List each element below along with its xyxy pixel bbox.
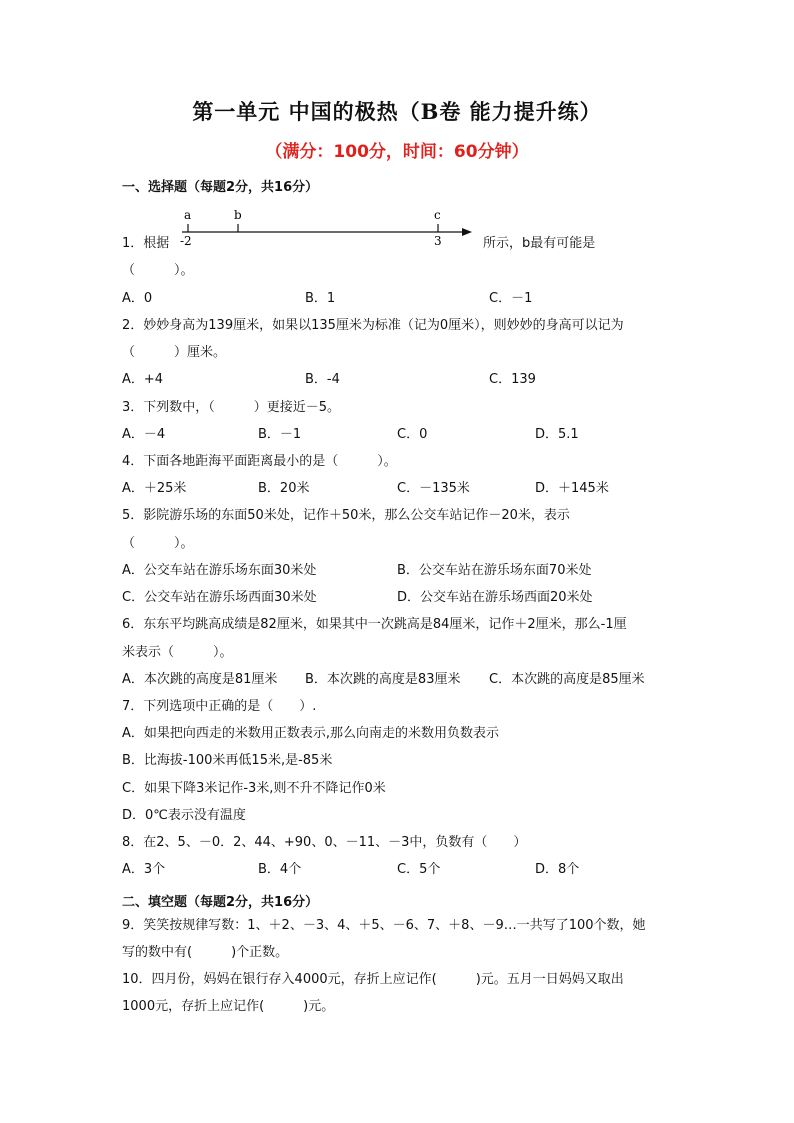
q9-text-line1: 9．笑笑按规律写数：1、＋2、－3、4、＋5、－6、7、＋8、－9…一共写了100个数，她: [122, 918, 646, 933]
q4-option-a[interactable]: A．＋25米: [122, 481, 187, 496]
label-a: a: [184, 208, 192, 222]
q7-option-a[interactable]: A．如果把向西走的米数用正数表示,那么向南走的米数用负数表示: [122, 726, 500, 741]
q1-continuation: （ ）。: [122, 263, 194, 278]
q10-text-line2: 1000元，存折上应记作( )元。: [122, 999, 335, 1014]
number-line-arrow: [462, 228, 472, 236]
q5-option-c[interactable]: C．公交车站在游乐场西面30米处: [122, 590, 317, 605]
q1-option-b[interactable]: B．1: [305, 291, 336, 306]
q6-option-a[interactable]: A．本次跳的高度是81厘米: [122, 672, 278, 687]
q3-text: 3．下列数中，（ ）更接近－5。: [122, 400, 341, 415]
q8-text: 8．在2、5、－0．2、44、+90、0、－11、－3中，负数有（ ）: [122, 835, 527, 850]
q5-option-a[interactable]: A．公交车站在游乐场东面30米处: [122, 563, 317, 578]
q1-option-a[interactable]: A．0: [122, 291, 153, 306]
q2-option-a[interactable]: A．+4: [122, 372, 164, 387]
q5-option-d[interactable]: D．公交车站在游乐场西面20米处: [397, 590, 593, 605]
q9-text-line2: 写的数中有( )个正数。: [122, 945, 289, 960]
q2-text-line2: （ ）厘米。: [122, 345, 227, 360]
q6-text-line1: 6．东东平均跳高成绩是82厘米，如果其中一次跳高是84厘米，记作＋2厘米，那么-1厘: [122, 617, 627, 632]
page-subtitle: （满分：100分，时间：60分钟）: [265, 142, 529, 162]
number-line-figure: [176, 206, 476, 252]
q4-option-b[interactable]: B．20米: [258, 481, 310, 496]
label-c: c: [434, 208, 441, 222]
q3-option-c[interactable]: C．0: [397, 427, 428, 442]
q5-text-line2: （ ）。: [122, 536, 194, 551]
q10-text-line1: 10．四月份，妈妈在银行存入4000元，存折上应记作( )元。五月一日妈妈又取出: [122, 972, 624, 987]
page-title: 第一单元 中国的极热（B卷 能力提升练）: [192, 99, 602, 124]
tick-label-right: 3: [434, 234, 442, 248]
q7-option-c[interactable]: C．如果下降3米记作-3米,则不升不降记作0米: [122, 781, 386, 796]
q4-text: 4．下面各地距海平面距离最小的是（ ）。: [122, 454, 397, 469]
q7-text: 7．下列选项中正确的是（ ）.: [122, 699, 317, 714]
q8-option-b[interactable]: B．4个: [258, 862, 302, 877]
q6-option-b[interactable]: B．本次跳的高度是83厘米: [305, 672, 461, 687]
q5-option-b[interactable]: B．公交车站在游乐场东面70米处: [397, 563, 592, 578]
q5-text-line1: 5．影院游乐场的东面50米处，记作＋50米，那么公交车站记作－20米，表示: [122, 508, 570, 523]
q7-option-b[interactable]: B．比海拔-100米再低15米,是-85米: [122, 753, 333, 768]
q8-option-a[interactable]: A．3个: [122, 862, 166, 877]
q1-option-c[interactable]: C．－1: [489, 291, 533, 306]
q6-option-c[interactable]: C．本次跳的高度是85厘米: [489, 672, 645, 687]
q2-option-c[interactable]: C．139: [489, 372, 536, 387]
q3-option-a[interactable]: A．－4: [122, 427, 166, 442]
q3-option-d[interactable]: D．5.1: [535, 427, 579, 442]
q1-suffix: 所示，b最有可能是: [483, 236, 596, 251]
q8-option-d[interactable]: D．8个: [535, 862, 580, 877]
q3-option-b[interactable]: B．－1: [258, 427, 302, 442]
tick-label-left: -2: [180, 234, 192, 248]
section-heading-choice: 一、选择题（每题2分，共16分）: [122, 180, 319, 195]
q7-option-d[interactable]: D．0℃表示没有温度: [122, 808, 246, 823]
q2-text-line1: 2．妙妙身高为139厘米，如果以135厘米为标准（记为0厘米），则妙妙的身高可以记为: [122, 318, 624, 333]
q2-option-b[interactable]: B．-4: [305, 372, 340, 387]
label-b: b: [234, 208, 242, 222]
q8-option-c[interactable]: C．5个: [397, 862, 441, 877]
q4-option-d[interactable]: D．＋145米: [535, 481, 609, 496]
q1-prefix: 1．根据: [122, 236, 170, 251]
section-heading-fill: 二、填空题（每题2分，共16分）: [122, 895, 319, 910]
q4-option-c[interactable]: C．－135米: [397, 481, 470, 496]
q6-text-line2: 米表示（ ）。: [122, 645, 233, 660]
